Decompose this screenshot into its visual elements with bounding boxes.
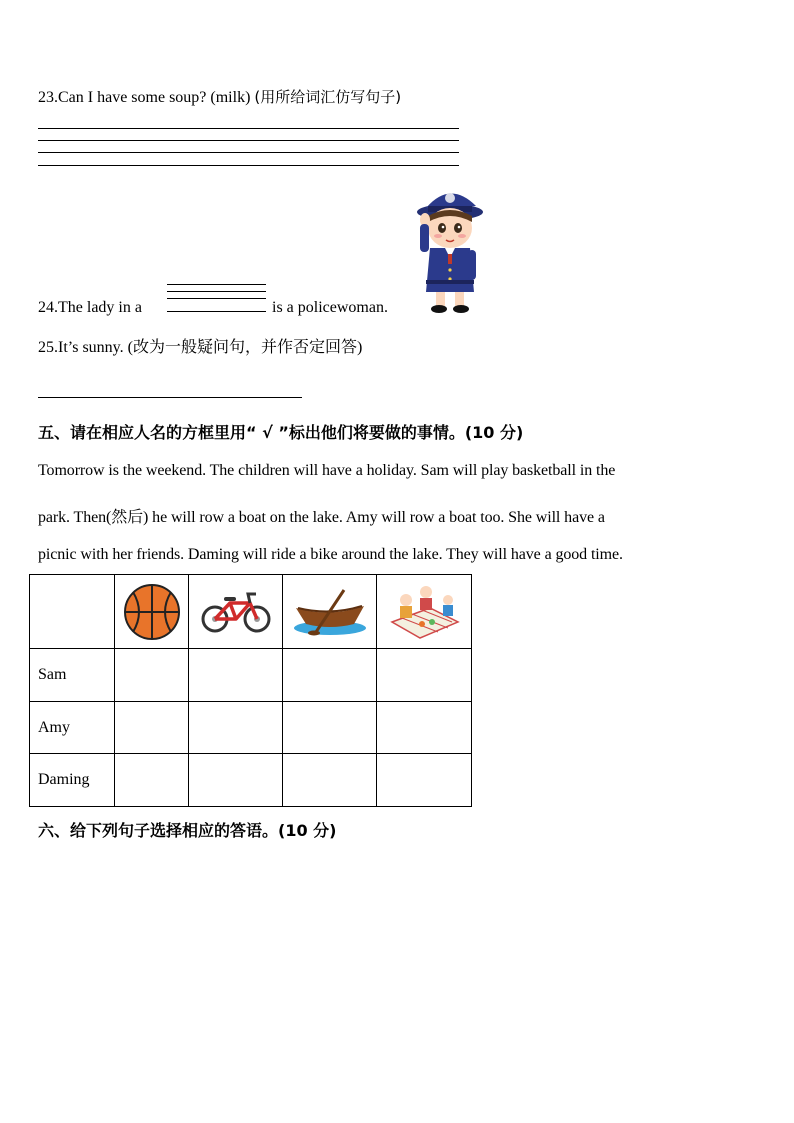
blank-line[interactable] — [167, 311, 266, 312]
passage-line: park. Then(然后) he will row a boat on the lake. Amy will row a boat too. She will have a — [38, 509, 605, 526]
blank-line[interactable] — [167, 298, 266, 299]
question-25 — [38, 338, 362, 358]
activity-table — [29, 574, 472, 807]
policewoman-icon — [412, 184, 488, 316]
question-23 — [38, 87, 401, 108]
table-corner-cell — [30, 575, 115, 649]
check-cell[interactable] — [283, 754, 377, 807]
name-cell: Daming — [30, 754, 115, 807]
check-cell[interactable] — [115, 754, 189, 807]
picnic-cell — [377, 575, 472, 649]
passage-line: picnic with her friends. Daming will ride a bike around the lake. They will have a good time. — [38, 546, 623, 563]
answer-line[interactable] — [38, 140, 459, 141]
question-number: 25. — [38, 339, 58, 356]
passage-line: Tomorrow is the weekend. The children will have a holiday. Sam will play basketball in the — [38, 462, 616, 479]
table-row — [30, 702, 472, 754]
answer-line[interactable] — [38, 152, 459, 153]
section-6-heading: 六、给下列句子选择相应的答语。(10 分) — [38, 821, 337, 840]
question-text-after: is a policewoman. — [272, 299, 388, 316]
question-text: Can I have some soup? (milk) — [58, 89, 251, 106]
name-cell: Sam — [30, 649, 115, 702]
check-cell[interactable] — [377, 702, 472, 754]
check-cell[interactable] — [189, 702, 283, 754]
check-cell[interactable] — [189, 649, 283, 702]
check-cell[interactable] — [377, 754, 472, 807]
check-cell[interactable] — [377, 649, 472, 702]
check-cell[interactable] — [283, 649, 377, 702]
bike-icon — [200, 589, 272, 635]
question-number: 24. — [38, 299, 58, 316]
bike-cell — [189, 575, 283, 649]
check-cell[interactable] — [283, 702, 377, 754]
blank-line[interactable] — [167, 284, 266, 285]
picnic-icon — [386, 582, 462, 642]
table-row — [30, 649, 472, 702]
name-cell: Amy — [30, 702, 115, 754]
answer-line[interactable] — [38, 128, 459, 129]
check-cell[interactable] — [189, 754, 283, 807]
question-24 — [38, 298, 142, 318]
question-text: It’s sunny. (改为一般疑问句，并作否定回答) — [58, 339, 363, 356]
basketball-icon — [123, 583, 181, 641]
answer-line[interactable] — [38, 165, 459, 166]
check-cell[interactable] — [115, 702, 189, 754]
section-5-heading: 五、请在相应人名的方框里用“ √ ”标出他们将要做的事情。(10 分) — [38, 423, 524, 442]
question-instruction: (用所给词汇仿写句子) — [254, 88, 402, 106]
table-row — [30, 754, 472, 807]
question-number: 23. — [38, 89, 58, 106]
answer-line[interactable] — [38, 397, 302, 398]
boat-icon — [292, 588, 368, 636]
table-header-row — [30, 575, 472, 649]
check-cell[interactable] — [115, 649, 189, 702]
blank-line[interactable] — [167, 291, 266, 292]
boat-cell — [283, 575, 377, 649]
basketball-cell — [115, 575, 189, 649]
question-text-before: The lady in a — [58, 299, 142, 316]
